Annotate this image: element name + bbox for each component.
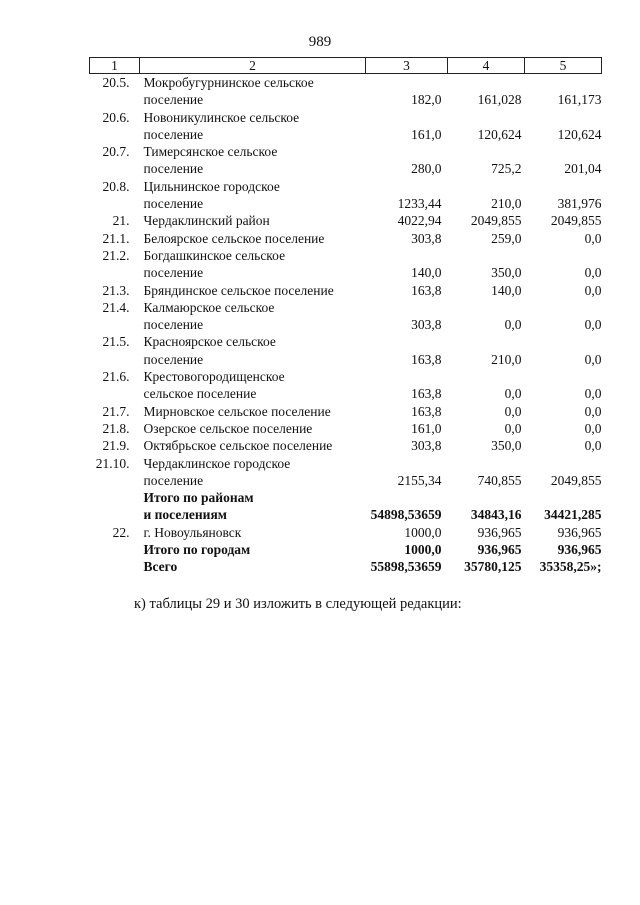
row-number: 21.1. (102, 230, 130, 246)
row-name-line: Октябрьское сельское поселение (143, 438, 333, 454)
row-name-line: Всего (143, 559, 178, 575)
row-name (140, 74, 366, 109)
row-number: 21.7. (102, 403, 130, 419)
row-name-line: поселение (143, 196, 204, 212)
row-value-v3: 163,8 (411, 386, 442, 402)
row-value-v5: 201,04 (564, 161, 602, 177)
row-value-v5: 35358,25»; (539, 559, 602, 575)
row-name-line: Мирновское сельское поселение (143, 403, 331, 419)
row-value-v5: 161,173 (557, 92, 602, 108)
row-value-v3: 163,8 (411, 351, 442, 367)
row-number: 21.4. (102, 299, 130, 315)
row-number: 20.7. (102, 144, 130, 160)
table-row (90, 437, 602, 454)
row-value-v4: 259,0 (491, 230, 522, 246)
table-row (90, 455, 602, 490)
table-row (90, 420, 602, 437)
row-name (140, 178, 366, 213)
row-name (140, 212, 366, 229)
row-value-v4: 350,0 (491, 438, 522, 454)
row-value-v3: 303,8 (411, 230, 442, 246)
row-name-line: и поселениям (143, 507, 227, 523)
row-value-v4: 725,2 (491, 161, 522, 177)
row-name (140, 368, 366, 403)
allocation-table (89, 57, 602, 576)
row-value-v5: 0,0 (584, 438, 602, 454)
table-row (90, 143, 602, 178)
row-number: 21.3. (102, 282, 130, 298)
row-name-line: Итого по городам (143, 542, 251, 558)
row-name (140, 489, 366, 524)
row-name-line: Белоярское сельское поселение (143, 230, 325, 246)
row-value-v3: 303,8 (411, 317, 442, 333)
row-value-v3: 161,0 (411, 126, 442, 142)
table-row (90, 74, 602, 109)
row-number: 20.6. (102, 109, 130, 125)
row-value-v4: 140,0 (491, 282, 522, 298)
table-row (90, 558, 602, 575)
row-name-line: Чердаклинское городское (143, 455, 291, 471)
row-name (140, 558, 366, 575)
row-number: 21. (112, 213, 130, 229)
row-number: 21.5. (102, 334, 130, 350)
row-value-v4: 0,0 (504, 420, 522, 436)
row-name (140, 143, 366, 178)
row-name-line: Красноярское сельское (143, 334, 276, 350)
row-value-v3: 161,0 (411, 420, 442, 436)
row-name-line: сельское поселение (143, 386, 257, 402)
row-value-v5: 0,0 (584, 282, 602, 298)
row-value-v3: 1000,0 (404, 542, 442, 558)
row-value-v3: 54898,53659 (370, 507, 442, 523)
row-value-v5: 0,0 (584, 351, 602, 367)
page-number: 989 (308, 34, 332, 50)
column-header: 2 (140, 58, 366, 74)
row-number (90, 558, 140, 575)
row-name-line: Итого по районам (143, 490, 254, 506)
row-value-v4: 210,0 (491, 196, 522, 212)
row-value-v3: 280,0 (411, 161, 442, 177)
row-value-v5: 0,0 (584, 386, 602, 402)
row-value-v5: 0,0 (584, 420, 602, 436)
row-number: 21.9. (102, 438, 130, 454)
row-value-v3: 2155,34 (397, 472, 442, 488)
row-name-line: поселение (143, 126, 204, 142)
row-name (140, 541, 366, 558)
row-number: 21.6. (102, 369, 130, 385)
row-value-v3: 1233,44 (397, 196, 442, 212)
row-name (140, 333, 366, 368)
row-name (140, 299, 366, 334)
row-name (140, 403, 366, 420)
row-value-v3: 163,8 (411, 403, 442, 419)
row-name-line: Бряндинское сельское поселение (143, 282, 334, 298)
row-number: 21.10. (95, 455, 130, 471)
table-header-row (90, 58, 602, 74)
row-name-line: поселение (143, 265, 204, 281)
row-value-v3: 4022,94 (397, 213, 442, 229)
table-row (90, 178, 602, 213)
table-row (90, 368, 602, 403)
row-name-line: Богдашкинское сельское (143, 247, 286, 263)
row-value-v5: 2049,855 (550, 213, 602, 229)
row-name-line: поселение (143, 161, 204, 177)
row-number (90, 541, 140, 558)
row-value-v4: 2049,855 (470, 213, 522, 229)
row-name-line: г. Новоульяновск (143, 524, 242, 540)
row-number (90, 489, 140, 524)
row-value-v5: 2049,855 (550, 472, 602, 488)
row-value-v5: 936,965 (557, 524, 602, 540)
footer-instruction: к) таблицы 29 и 30 изложить в следующей редакции: (134, 596, 462, 612)
column-header: 3 (366, 58, 448, 74)
row-value-v4: 0,0 (504, 386, 522, 402)
row-value-v3: 1000,0 (404, 524, 442, 540)
table-row (90, 230, 602, 247)
table-row (90, 109, 602, 144)
row-value-v3: 182,0 (411, 92, 442, 108)
column-header: 1 (90, 58, 140, 74)
table-row (90, 212, 602, 229)
row-number: 20.5. (102, 75, 130, 90)
row-value-v4: 161,028 (477, 92, 522, 108)
row-name-line: поселение (143, 317, 204, 333)
row-name-line: Чердаклинский район (143, 213, 270, 229)
row-name-line: поселение (143, 92, 204, 108)
row-value-v4: 34843,16 (470, 507, 522, 523)
row-number: 22. (112, 524, 130, 540)
row-name-line: поселение (143, 351, 204, 367)
table-row (90, 333, 602, 368)
table-row (90, 489, 602, 524)
row-name-line: Калмаюрское сельское (143, 299, 275, 315)
column-header: 4 (448, 58, 525, 74)
table-row (90, 299, 602, 334)
row-name-line: Новоникулинское сельское (143, 109, 300, 125)
row-name-line: Тимерсянское сельское (143, 144, 278, 160)
table-row (90, 541, 602, 558)
row-value-v4: 210,0 (491, 351, 522, 367)
row-value-v5: 381,976 (557, 196, 602, 212)
row-name (140, 282, 366, 299)
row-name (140, 524, 366, 541)
row-name (140, 247, 366, 282)
row-value-v4: 350,0 (491, 265, 522, 281)
row-name (140, 230, 366, 247)
row-value-v5: 0,0 (584, 317, 602, 333)
row-name (140, 455, 366, 490)
row-name (140, 420, 366, 437)
row-value-v5: 0,0 (584, 265, 602, 281)
row-name (140, 437, 366, 454)
row-name-line: Крестовогородищенское (143, 369, 285, 385)
row-value-v5: 936,965 (557, 542, 602, 558)
table-row (90, 524, 602, 541)
row-name-line: Мокробугурнинское сельское (143, 75, 314, 90)
row-number: 21.8. (102, 420, 130, 436)
row-value-v4: 120,624 (477, 126, 522, 142)
row-number: 21.2. (102, 247, 130, 263)
row-name-line: Озерское сельское поселение (143, 420, 313, 436)
row-value-v5: 0,0 (584, 403, 602, 419)
row-value-v5: 120,624 (557, 126, 602, 142)
row-value-v3: 163,8 (411, 282, 442, 298)
row-value-v4: 936,965 (477, 542, 522, 558)
row-name-line: Цильнинское городское (143, 178, 280, 194)
row-value-v4: 936,965 (477, 524, 522, 540)
row-value-v3: 140,0 (411, 265, 442, 281)
table-row (90, 282, 602, 299)
table-row (90, 247, 602, 282)
table-row (90, 403, 602, 420)
row-value-v4: 0,0 (504, 403, 522, 419)
row-name-line: поселение (143, 472, 204, 488)
row-value-v4: 35780,125 (464, 559, 522, 575)
row-name (140, 109, 366, 144)
column-header: 5 (525, 58, 602, 74)
row-value-v4: 740,855 (477, 472, 522, 488)
row-value-v5: 0,0 (584, 230, 602, 246)
row-value-v4: 0,0 (504, 317, 522, 333)
row-value-v3: 55898,53659 (370, 559, 442, 575)
row-value-v5: 34421,285 (544, 507, 602, 523)
row-value-v3: 303,8 (411, 438, 442, 454)
row-number: 20.8. (102, 178, 130, 194)
table-body (90, 74, 602, 576)
